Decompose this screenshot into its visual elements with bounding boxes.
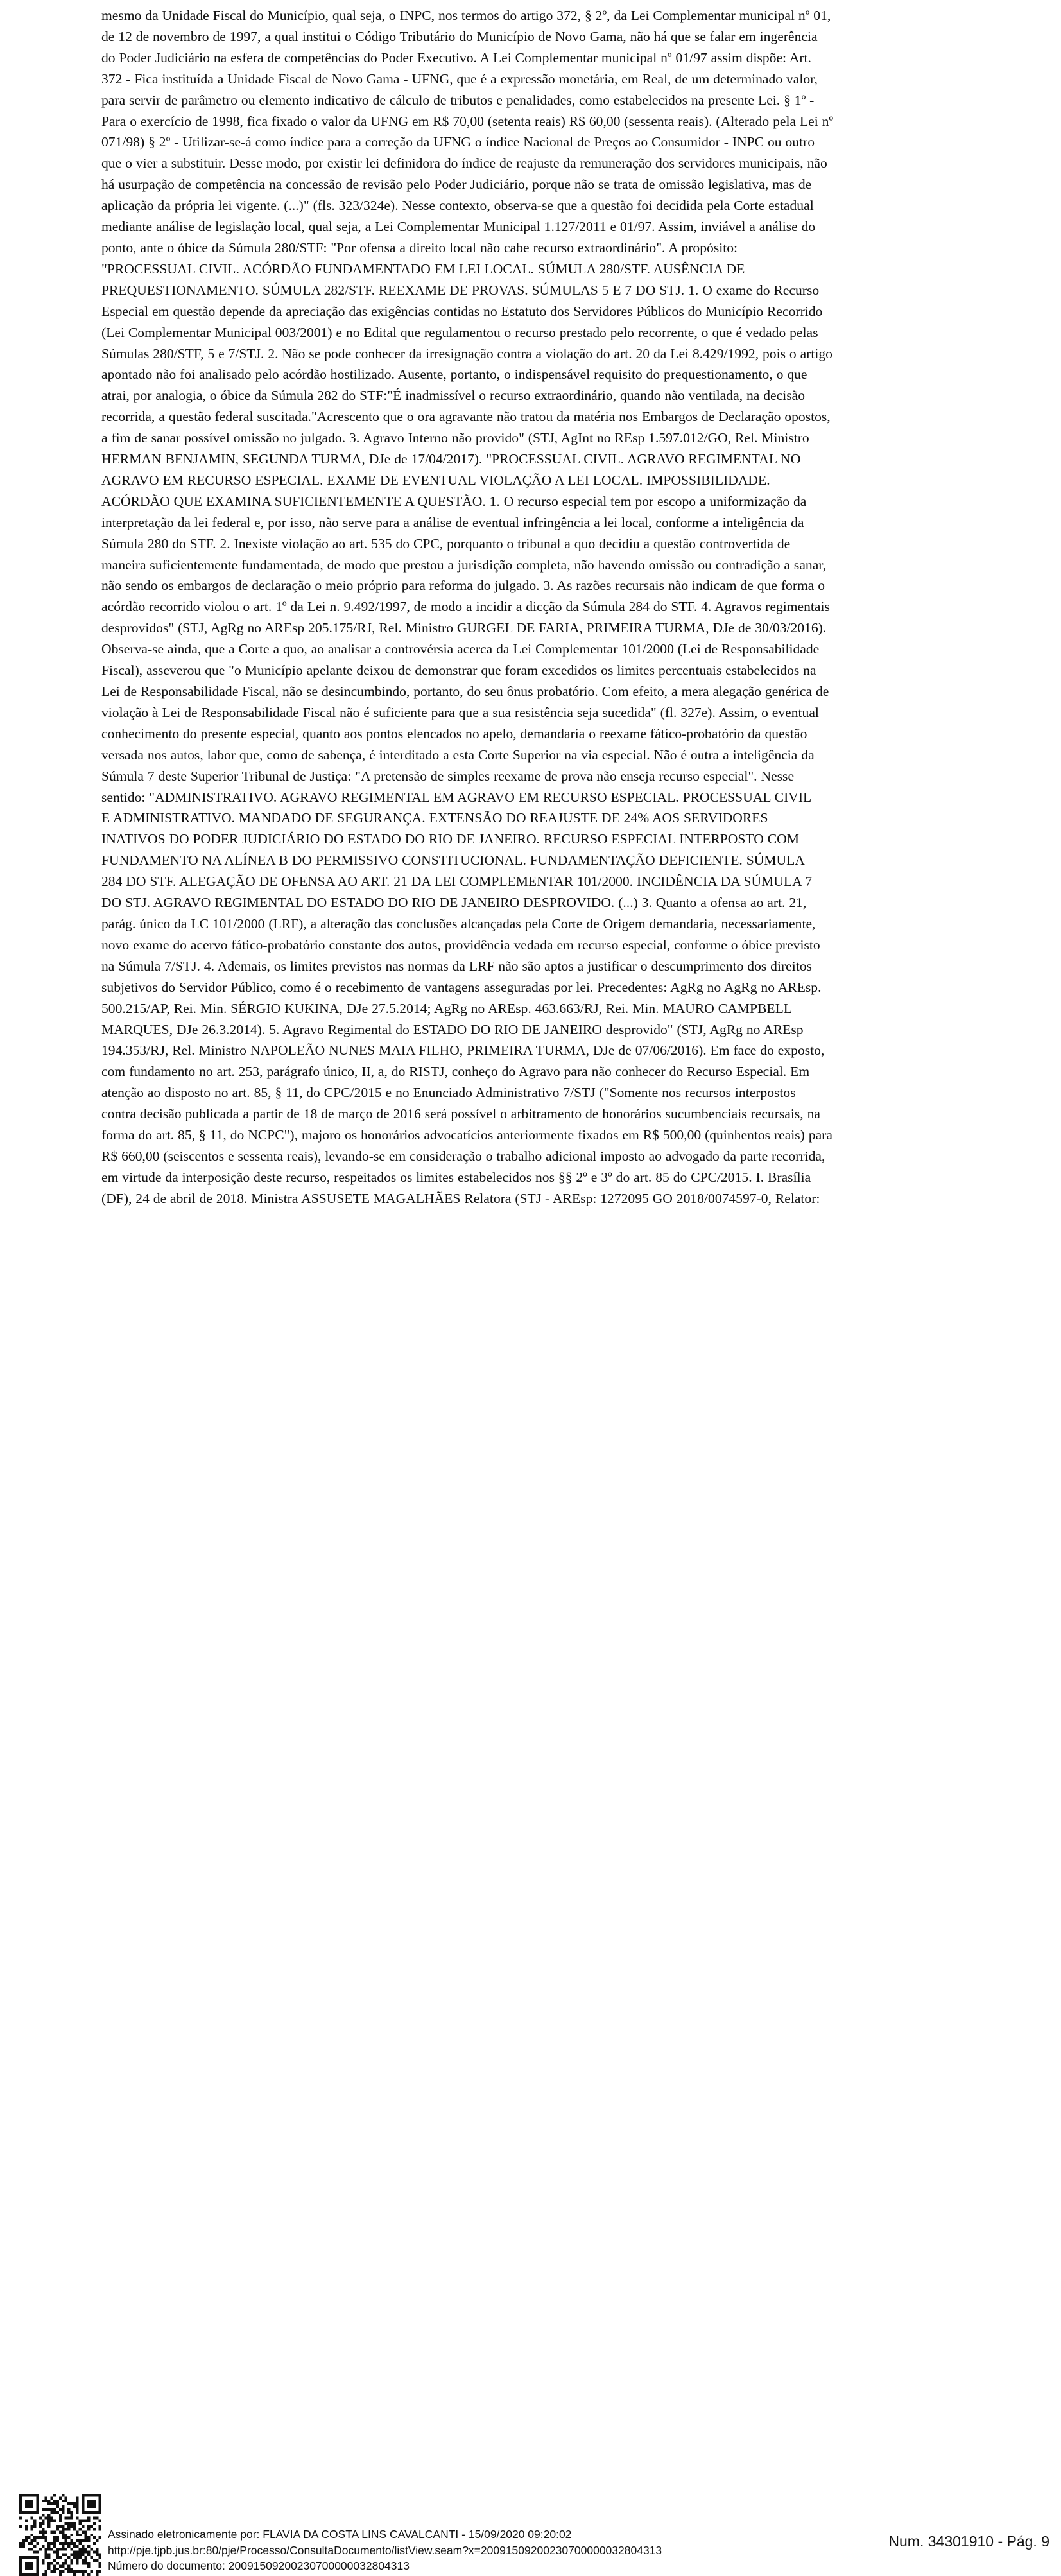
qr-modules (19, 2494, 101, 2576)
signed-by-text: Assinado eletronicamente por: FLAVIA DA COSTA LINS CAVALCANTI - 15/09/2020 09:20:02 (108, 2528, 572, 2541)
text-line: R$ 660,00 (seiscentos e sessenta reais), levando-se em consideração o trabalho adicional imposto ao advogado da parte recorrida, (101, 1148, 825, 1164)
text-line: desprovidos" (STJ, AgRg no AREsp 205.175/RJ, Rel. Ministro GURGEL DE FARIA, PRIMEIRA TURMA, DJe de 30/03/2016). (101, 620, 827, 636)
text-line: forma do art. 85, § 11, do NCPC"), majoro os honorários advocatícios anteriormente fixados em R$ 500,00 (quinhentos reais) para (101, 1127, 832, 1143)
text-line: subjetivos do Servidor Público, como é o recebimento de vantagens asseguradas por lei. Precedentes: AgRg no AgRg no AREsp. (101, 979, 822, 995)
text-line: E ADMINISTRATIVO. MANDADO DE SEGURANÇA. EXTENSÃO DO REAJUSTE DE 24% AOS SERVIDORES (101, 810, 768, 826)
text-line: acórdão recorrido violou o art. 1º da Lei n. 9.492/1997, de modo a incidir a dicção da Súmula 284 do STF. 4. Agravos regimentais (101, 599, 830, 615)
text-line: Para o exercício de 1998, fica fixado o valor da UFNG em R$ 70,00 (setenta reais) R$ 60,00 (sessenta reais). (Alterado pela Lei nº (101, 113, 834, 129)
text-line: 194.353/RJ, Rel. Ministro NAPOLEÃO NUNES MAIA FILHO, PRIMEIRA TURMA, DJe de 07/06/2016). Em face do exposto, (101, 1042, 825, 1059)
text-line: conhecimento do presente especial, quanto aos pontos elencados no apelo, demandaria o reexame fático-probatório da questão (101, 725, 807, 741)
text-line: ACÓRDÃO QUE EXAMINA SUFICIENTEMENTE A QUESTÃO. 1. O recurso especial tem por escopo a uniformização da (101, 493, 807, 509)
text-line: em virtude da interposição deste recurso, respeitados os limites estabelecidos nos §§ 2º e 3º do art. 85 do CPC/2015. I. Brasília (101, 1169, 811, 1185)
text-line: com fundamento no art. 253, parágrafo único, II, a, do RISTJ, conheço do Agravo para não conhecer do Recurso Especial. Em (101, 1064, 810, 1080)
text-line: "PROCESSUAL CIVIL. ACÓRDÃO FUNDAMENTADO EM LEI LOCAL. SÚMULA 280/STF. AUSÊNCIA DE (101, 261, 745, 277)
text-line: Lei de Responsabilidade Fiscal, não se desincumbindo, portanto, do seu ônus probatório. Com efeito, a mera alegação genérica de (101, 684, 829, 699)
text-line: aplicação da própria lei vigente. (...)" (fls. 323/324e). Nesse contexto, observa-se que a questão foi decidida pela Corte estadual (101, 198, 814, 214)
text-line: MARQUES, DJe 26.3.2014). 5. Agravo Regimental do ESTADO DO RIO DE JANEIRO desprovido" (STJ, AgRg no AREsp (101, 1021, 804, 1037)
qr-code-icon (19, 2494, 101, 2576)
signature-footer (0, 1245, 1061, 2572)
text-line: do Poder Judiciário na esfera de competências do Poder Executivo. A Lei Complementar municipal nº 01/97 assim dispõe: Art. (101, 49, 811, 65)
text-line: novo exame do acervo fático-probatório constante dos autos, providência vedada em recurso especial, conforme o óbice previsto (101, 937, 820, 953)
text-line: Súmula 280 do STF. 2. Inexiste violação ao art. 535 do CPC, porquanto o tribunal a quo decidiu a questão controvertida de (101, 535, 791, 551)
text-line: recorrida, a questão federal suscitada."Acrescento que o ora agravante não tratou da matéria nos Embargos de Declaração opostos, (101, 409, 831, 425)
text-line: AGRAVO EM RECURSO ESPECIAL. EXAME DE EVENTUAL VIOLAÇÃO A LEI LOCAL. IMPOSSIBILIDADE. (101, 472, 770, 488)
text-line: há usurpação de competência na concessão de revisão pelo Poder Judiciário, porque não se trata de omissão legislativa, mas de (101, 177, 812, 193)
text-line: Súmula 7 deste Superior Tribunal de Justiça: "A pretensão de simples reexame de prova não enseja recurso especial". Nesse (101, 768, 795, 784)
signature-block (108, 2527, 662, 2574)
text-line: 372 - Fica instituída a Unidade Fiscal de Novo Gama - UFNG, que é a expressão monetária, em Real, de um determinado valor, (101, 71, 818, 87)
text-line: 284 DO STF. ALEGAÇÃO DE OFENSA AO ART. 21 DA LEI COMPLEMENTAR 101/2000. INCIDÊNCIA DA SÚMULA 7 (101, 874, 813, 890)
text-line: para servir de parâmetro ou elemento indicativo de cálculo de tributos e penalidades, como estabelecidos na presente Lei. § 1º - (101, 92, 815, 108)
text-line: INATIVOS DO PODER JUDICIÁRIO DO ESTADO DO RIO DE JANEIRO. RECURSO ESPECIAL INTERPOSTO COM (101, 831, 799, 847)
document-body (101, 5, 911, 1209)
text-line: violação à Lei de Responsabilidade Fiscal não é suficiente para que a sua resistência seja sucedida" (fl. 327e). Assim, o eventual (101, 704, 819, 720)
text-line: que o vier a substituir. Desse modo, por existir lei definidora do índice de reajuste da remuneração dos servidores municipais, não (101, 155, 827, 171)
text-line: versada nos autos, labor que, como de sabença, é interditado a esta Corte Superior na via especial. Não é outra a inteligência da (101, 747, 815, 763)
text-line: Fiscal), asseverou que "o Município apelante deixou de demonstrar que foram excedidos os limites percentuais estabelecidos na (101, 662, 816, 679)
text-line: HERMAN BENJAMIN, SEGUNDA TURMA, DJe de 17/04/2017). "PROCESSUAL CIVIL. AGRAVO REGIMENTAL NO (101, 451, 801, 467)
text-line: contra decisão publicada a partir de 18 de março de 2016 será possível o arbitramento de honorários sucumbenciais recursais, na (101, 1106, 820, 1122)
text-line: não sendo os embargos de declaração o meio próprio para reforma do julgado. 3. As razões recursais não indicam de que forma o (101, 578, 825, 594)
text-line: ponto, ante o óbice da Súmula 280/STF: "Por ofensa a direito local não cabe recurso extraordinário". A propósito: (101, 239, 738, 255)
text-line: (DF), 24 de abril de 2018. Ministra ASSUSETE MAGALHÃES Relatora (STJ - AREsp: 1272095 GO 2018/0074597-0, Relator: (101, 1190, 820, 1206)
text-line: apontado não foi analisado pelo acórdão hostilizado. Ausente, portanto, o indispensável requisito do prequestionamento, o que (101, 367, 807, 383)
text-line: FUNDAMENTO NA ALÍNEA B DO PERMISSIVO CONSTITUCIONAL. FUNDAMENTAÇÃO DEFICIENTE. SÚMULA (101, 852, 805, 869)
text-line: PREQUESTIONAMENTO. SÚMULA 282/STF. REEXAME DE PROVAS. SÚMULAS 5 E 7 DO STJ. 1. O exame do Recurso (101, 282, 820, 298)
text-line: Especial em questão depende da apreciação das exigências contidas no Estatuto dos Servidores Públicos do Município Recorrido (101, 303, 823, 319)
text-line: interpretação da lei federal e, por isso, não serve para a análise de eventual infringência a lei local, conforme a inteligência da (101, 514, 804, 530)
text-line: 071/98) § 2º - Utilizar-se-á como índice para a correção da UFNG o índice Nacional de Preços ao Consumidor - INPC ou outro (101, 134, 815, 150)
document-number: Número do documento: 20091509200230700000032804313 (108, 2559, 410, 2572)
text-line: na Súmula 7/STJ. 4. Ademais, os limites previstos nas normas da LRF não são aptos a justificar o descumprimento dos direitos (101, 958, 812, 974)
text-line: DO STJ. AGRAVO REGIMENTAL DO ESTADO DO RIO DE JANEIRO DESPROVIDO. (...) 3. Quanto a ofensa ao art. 21, (101, 895, 807, 911)
text-line: 500.215/AP, Rei. Min. SÉRGIO KUKINA, DJe 27.5.2014; AgRg no AREsp. 463.663/RJ, Rei. Min. MAURO CAMPBELL (101, 1000, 792, 1016)
text-line: sentido: "ADMINISTRATIVO. AGRAVO REGIMENTAL EM AGRAVO EM RECURSO ESPECIAL. PROCESSUAL CIVIL (101, 789, 812, 805)
text-line: a fim de sanar possível omissão no julgado. 3. Agravo Interno não provido" (STJ, AgInt no REsp 1.597.012/GO, Rel. Ministro (101, 430, 809, 446)
text-line: maneira suficientemente fundamentada, de modo que prestou a jurisdição completa, não havendo omissão ou contradição a sanar, (101, 557, 827, 573)
page-number: Num. 34301910 - Pág. 9 (888, 2533, 1049, 2550)
text-line: atenção ao disposto no art. 85, § 11, do CPC/2015 e no Enunciado Administrativo 7/STJ ("Somente nos recursos interpostos (101, 1085, 796, 1101)
text-line: parág. único da LC 101/2000 (LRF), a alteração das conclusões alcançadas pela Corte de Origem demandaria, necessariamente, (101, 915, 816, 931)
text-line: Súmulas 280/STF, 5 e 7/STJ. 2. Não se pode conhecer da irresignação contra a violação do art. 20 da Lei 8.429/1992, pois o artigo (101, 345, 832, 361)
text-line: de 12 de novembro de 1997, a qual institui o Código Tributário do Município de Novo Gama, não há que se falar em ingerência (101, 28, 818, 44)
text-line: mesmo da Unidade Fiscal do Município, qual seja, o INPC, nos termos do artigo 372, § 2º, da Lei Complementar municipal nº 01, (101, 8, 831, 23)
text-line: (Lei Complementar Municipal 003/2001) e no Edital que regulamentou o recurso prestado pelo recorrente, o que é vedado pelas (101, 324, 818, 340)
text-line: atrai, por analogia, o óbice da Súmula 282 do STF:"É inadmissível o recurso extraordinário, quando não ventilada, na decisão (101, 388, 806, 404)
document-url[interactable]: http://pje.tjpb.jus.br:80/pje/Processo/ConsultaDocumento/listView.seam?x=20091509200230700000032804313 (108, 2543, 662, 2557)
text-line: Observa-se ainda, que a Corte a quo, ao analisar a controvérsia acerca da Lei Complementar 101/2000 (Lei de Responsabilidade (101, 641, 820, 657)
text-line: mediante análise de legislação local, qual seja, a Lei Complementar Municipal 1.127/2011 e 01/97. Assim, inviável a análise do (101, 219, 816, 235)
